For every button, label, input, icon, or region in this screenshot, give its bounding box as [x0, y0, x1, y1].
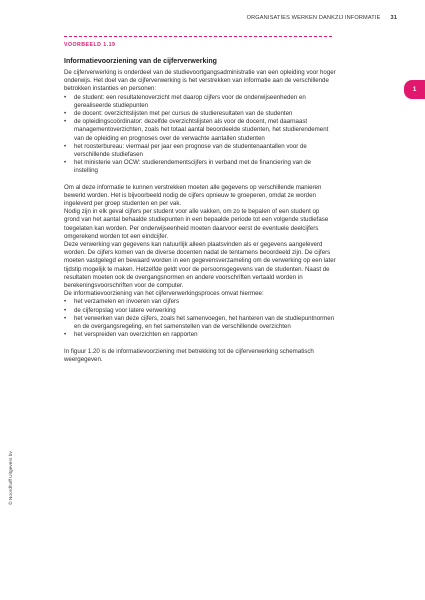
list-item: • de student: een resultatenoverzicht met daarop cijfers voor de onderwijseenheden en gerealiseerde studiepunten — [64, 94, 336, 110]
page-number: 31 — [390, 15, 397, 21]
body-paragraph: Deze verwerking van gegevens kan natuurlijk alleen plaatsvinden als er gegevens aangeleverd worden. De cijfers komen van de diverse docenten nadat de tentamens beoordeeld zijn. De cijfers moeten vastgelegd en bewaard worden in een gegevensverzameling om de verwerking op een later tijdstip mogelijk te maken. Hetzelfde geldt voor de persoonsgegevens van de studenten. Naast de resultaten moeten ook de overgangsnormen en andere voorschriften vertaald worden in berekeningsvoorschriften voor de computer. — [64, 241, 336, 290]
list-item: • de cijferopslag voor latere verwerking — [64, 307, 336, 315]
body-paragraph: Om al deze informatie te kunnen verstrekken moeten alle gegevens op verschillende manieren bewerkt worden. Het is bijvoorbeeld nodig de cijfers opnieuw te groeperen, omdat ze worden ingeleverd per groep studenten en per vak. — [64, 183, 322, 208]
example-divider — [64, 36, 332, 37]
list-item: • het verzamelen en invoeren van cijfers — [64, 298, 336, 306]
spacer — [64, 176, 336, 184]
list-item: • het verwerken van deze cijfers, zoals het samenvoegen, het hanteren van de studiepuntnormen en de overgangsregeling, en het samenstellen van de verschillende overzichten — [64, 315, 336, 331]
list-item: • de opleidingscoördinator: dezelfde overzichtslijsten als voor de docent, met daarnaast managementoverzichten, zoals het totaal aantal beoordeelde studenten, het studierendement van de opleiding en prognoses over de verwachte aantallen studenten — [64, 118, 336, 143]
recipients-list — [64, 94, 336, 176]
list-item: • het verspreiden van overzichten en rapporten — [64, 331, 336, 339]
list-item: • het roosterbureau: viermaal per jaar een prognose van de studentenaantallen voor de verschillende studiefasen — [64, 143, 336, 159]
body-paragraph: De informatievoorziening van het cijferverwerkingsproces omvat hiermee: — [64, 290, 264, 298]
running-head — [232, 15, 397, 21]
example-heading: Informatievoorziening van de cijferverwerking — [64, 58, 217, 65]
chapter-tab — [404, 80, 425, 99]
spacer — [64, 340, 336, 348]
chapter-number: 1 — [412, 86, 417, 93]
body-paragraph: Nodig zijn in elk geval cijfers per student voor alle vakken, om zo te bepalen of een student op grond van het aantal behaalde studiepunten in een bepaalde periode tot een volgende studiefase toegelaten kan worden. Per onderwijseenheid moeten daarvoor eerst de eventuele deelcijfers omgerekend worden tot een eindcijfer. — [64, 208, 329, 240]
example-body — [64, 69, 336, 364]
intro-paragraph: De cijferverwerking is onderdeel van de studievoortgangsadministratie van een opleiding voor hoger onderwijs. Het doel van de cijferverwerking is het verstrekken van informatie aan de verschillende betrokken instanties en personen: — [64, 69, 336, 93]
copyright-notice: © Noordhoff Uitgevers bv — [9, 451, 14, 505]
process-list — [64, 298, 336, 339]
list-item: • het ministerie van OCW: studierendementscijfers in verband met de financiering van de instelling — [64, 159, 336, 175]
example-label: VOORBEELD 1.19 — [64, 42, 116, 48]
running-head-title: ORGANISATIES WERKEN DANKZIJ INFORMATIE — [246, 15, 381, 21]
list-item: • de docent: overzichtslijsten met per cursus de studieresultaten van de studenten — [64, 110, 336, 118]
closing-paragraph: In figuur 1.20 is de informatievoorziening met betrekking tot de cijferverwerking schematisch weergegeven. — [64, 347, 314, 363]
